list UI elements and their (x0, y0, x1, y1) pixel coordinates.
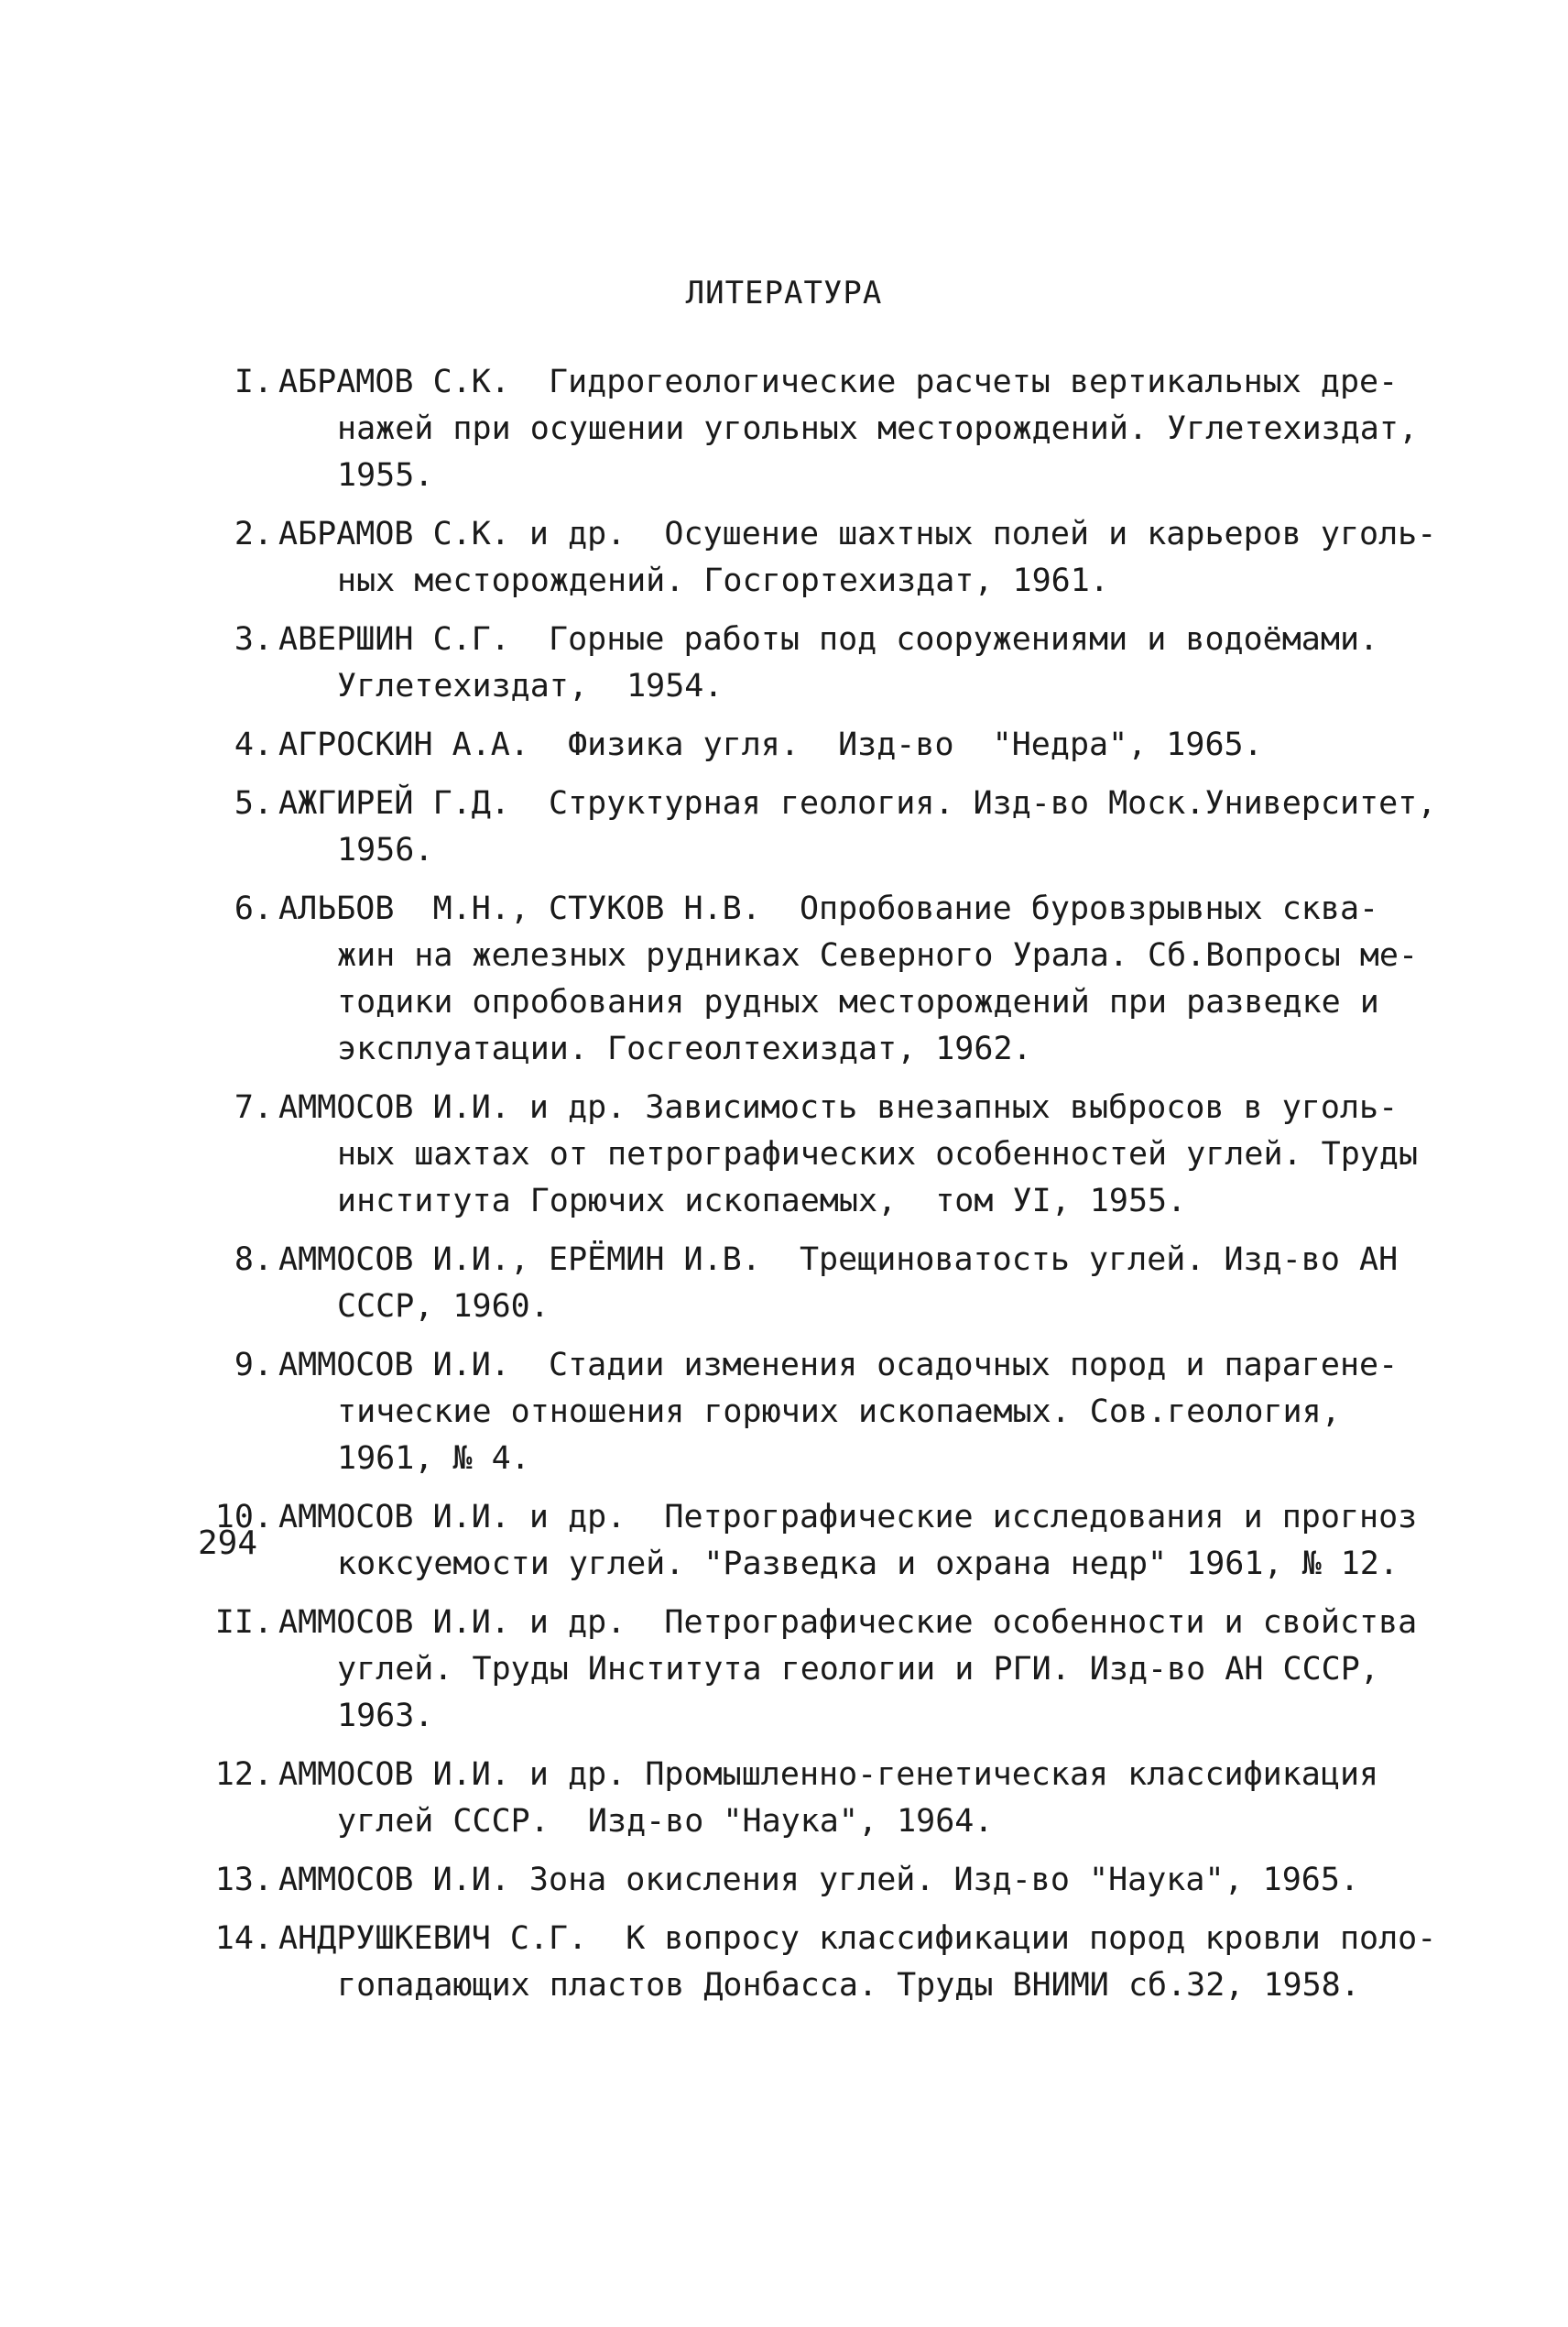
bibliography-list (183, 359, 1437, 2021)
entry-number: 2. (234, 516, 273, 552)
page-number: 294 (198, 1524, 258, 1562)
entry-line: коксуемости углей. "Разведка и охрана недр" 1961, № 12. (337, 1546, 1399, 1582)
entry-line: АГРОСКИН А.А. Физика угля. Изд-во "Недра", 1965. (278, 727, 1263, 763)
entry-line: Углетехиздат, 1954. (337, 668, 724, 705)
entry-line: 1963. (337, 1698, 434, 1734)
entry-line: АММОСОВ И.И. Зона окисления углей. Изд-во "Наука", 1965. (278, 1862, 1360, 1898)
entry-line: 1955. (337, 457, 434, 494)
entry-line: института Горючих ископаемых, том УI, 1955. (337, 1183, 1187, 1219)
entry-line: углей. Труды Института геологии и РГИ. Изд-во АН СССР, (337, 1651, 1379, 1688)
bibliography-entry (183, 1085, 1419, 1225)
entry-line: АБРАМОВ С.К. и др. Осушение шахтных полей и карьеров уголь- (278, 516, 1437, 552)
bibliography-entry (183, 1342, 1410, 1482)
entry-number: 10. (214, 1499, 273, 1535)
bibliography-entry (183, 511, 1437, 605)
entry-line: АММОСОВ И.И. и др. Петрографические исследования и прогноз (278, 1499, 1418, 1535)
bibliography-entry (183, 722, 1410, 769)
entry-line: ных месторождений. Госгортехиздат, 1961. (337, 563, 1109, 599)
entry-line: 1961, № 4. (337, 1440, 530, 1477)
entry-number: 8. (234, 1241, 273, 1278)
entry-line: углей СССР. Изд-во "Наука", 1964. (337, 1803, 994, 1840)
entry-number: 5. (234, 785, 273, 822)
entry-line: 1956. (337, 832, 434, 869)
entry-line: АММОСОВ И.И. и др. Промышленно-генетическая классификация (278, 1756, 1379, 1793)
entry-line: эксплуатации. Госгеолтехиздат, 1962. (337, 1031, 1032, 1067)
entry-line: АВЕРШИН С.Г. Горные работы под сооружениями и водоёмами. (278, 621, 1379, 658)
bibliography-entry (183, 1237, 1410, 1330)
entry-number: 4. (234, 727, 273, 763)
bibliography-entry (183, 886, 1419, 1073)
entry-number: II. (214, 1604, 273, 1641)
entry-line: АММОСОВ И.И. Стадии изменения осадочных пород и парагене- (278, 1347, 1399, 1383)
entry-line: СССР, 1960. (337, 1288, 550, 1325)
entry-number: 6. (234, 890, 273, 927)
entry-line: АБРАМОВ С.К. Гидрогеологические расчеты вертикальных дре- (278, 364, 1399, 400)
page-title: ЛИТЕРАТУРА (685, 275, 883, 311)
entry-line: АЛЬБОВ М.Н., СТУКОВ Н.В. Опробование буровзрывных сква- (278, 890, 1379, 927)
entry-line: ных шахтах от петрографических особенностей углей. Труды (337, 1136, 1419, 1173)
entry-line: гопадающих пластов Донбасса. Труды ВНИМИ сб.32, 1958. (337, 1967, 1360, 2004)
bibliography-entry (183, 1857, 1410, 1904)
entry-line: тические отношения горючих ископаемых. Сов.геология, (337, 1393, 1341, 1430)
entry-line: тодики опробования рудных месторождений при разведке и (337, 984, 1379, 1021)
entry-number: 9. (234, 1347, 273, 1383)
bibliography-entry (183, 1916, 1437, 2009)
entry-number: 14. (214, 1920, 273, 1957)
entry-line: АММОСОВ И.И., ЕРЁМИН И.В. Трещиноватость углей. Изд-во АН (278, 1241, 1399, 1278)
entry-number: 7. (234, 1089, 273, 1126)
bibliography-entry (183, 1600, 1418, 1740)
bibliography-entry (183, 1752, 1410, 1845)
entry-number: I. (234, 364, 273, 400)
entry-line: АММОСОВ И.И. и др. Зависимость внезапных выбросов в уголь- (278, 1089, 1399, 1126)
entry-line: АММОСОВ И.И. и др. Петрографические особенности и свойства (278, 1604, 1418, 1641)
entry-number: 13. (214, 1862, 273, 1898)
entry-number: 12. (214, 1756, 273, 1793)
entry-line: АНДРУШКЕВИЧ С.Г. К вопросу классификации пород кровли поло- (278, 1920, 1437, 1957)
bibliography-entry (183, 617, 1410, 710)
entry-number: 3. (234, 621, 273, 658)
entry-line: нажей при осушении угольных месторождений. Углетехиздат, (337, 410, 1419, 447)
bibliography-entry (183, 359, 1419, 499)
bibliography-entry (183, 781, 1437, 874)
entry-line: жин на железных рудниках Северного Урала. Сб.Вопросы ме- (337, 937, 1419, 974)
bibliography-entry (183, 1494, 1418, 1588)
entry-line: АЖГИРЕЙ Г.Д. Структурная геология. Изд-во Моск.Университет, (278, 785, 1437, 822)
